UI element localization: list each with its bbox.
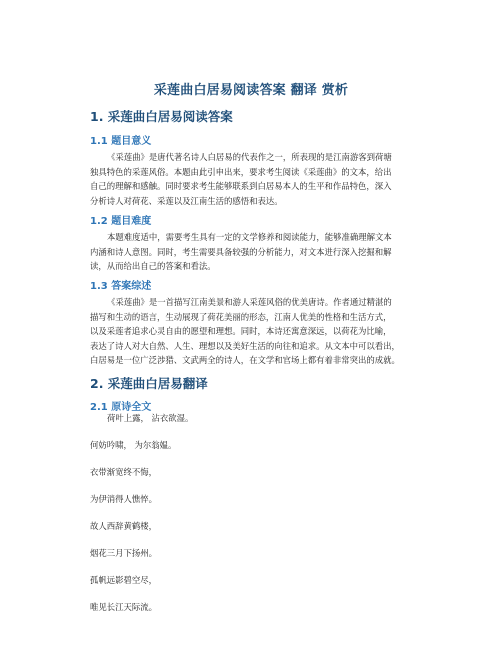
paragraph-line: 描写和生动的语言，生动展现了荷花美丽的形态，江南人优美的性格和生活方式， bbox=[90, 311, 392, 322]
poem-line: 为伊消得人憔悴。 bbox=[90, 494, 157, 504]
poem-line: 何妨吟啸， 为尔翁媪。 bbox=[90, 440, 177, 450]
paragraph bbox=[90, 295, 420, 368]
paragraph-line: 读，从而给出自己的答案和看法。 bbox=[90, 261, 216, 272]
paragraph-line: 分析诗人对荷花、采莲以及江南生活的感悟和表达。 bbox=[90, 195, 283, 206]
poem-line: 故人西辞黄鹤楼， bbox=[90, 521, 157, 531]
paragraph-line: 内涵和诗人意图。同时，考生需要具备较强的分析能力，对文本进行深入挖掘和解 bbox=[90, 246, 392, 257]
section-heading: 2. 采莲曲白居易翻译 bbox=[90, 376, 208, 391]
subsection-heading: 1.1 题目意义 bbox=[90, 136, 152, 147]
paragraph-line: 以及采莲者追求心灵自由的愿望和理想。同时，本诗还寓意深远，以荷花为比喻， bbox=[90, 326, 392, 337]
paragraph-line: 本题难度适中，需要考生具有一定的文学修养和阅读能力，能够准确理解文本 bbox=[107, 232, 392, 242]
section-heading: 1. 采莲曲白居易阅读答案 bbox=[90, 109, 233, 124]
poem-line: 荷叶上露， 沾衣欲湿。 bbox=[107, 413, 194, 423]
paragraph-line: 《采莲曲》是一首描写江南美景和游人采莲风俗的优美唐诗。作者通过精湛的 bbox=[107, 297, 392, 307]
poem-line: 唯见长江天际流。 bbox=[90, 602, 157, 612]
poem-line: 衣带渐宽终不悔， bbox=[90, 467, 157, 477]
paragraph bbox=[90, 150, 420, 208]
subsection-heading: 1.3 答案综述 bbox=[90, 281, 152, 292]
paragraph-line: 独具特色的采莲风俗。本题由此引申出来，要求考生阅读《采莲曲》的文本，给出 bbox=[90, 166, 392, 177]
subsection-heading: 2.1 原诗全文 bbox=[90, 402, 152, 413]
poem-line: 烟花三月下扬州。 bbox=[90, 548, 157, 558]
paragraph-line: 表达了诗人对大自然、人生、理想以及美好生活的向往和追求。从文本中可以看出， bbox=[90, 340, 400, 351]
paragraph-line: 《采莲曲》是唐代著名诗人白居易的代表作之一，所表现的是江南游客到荷塘 bbox=[107, 152, 392, 162]
document-title: 采莲曲白居易阅读答案 翻译 赏析 bbox=[153, 83, 349, 98]
paragraph bbox=[90, 230, 420, 274]
subsection-heading: 1.2 题目难度 bbox=[90, 216, 152, 227]
paragraph-line: 白居易是一位广泛涉猎、文武两全的诗人，在文学和官场上都有着非常突出的成就。 bbox=[90, 355, 400, 366]
poem-line: 孤帆远影碧空尽， bbox=[90, 575, 157, 585]
paragraph-line: 自己的理解和感触。同时要求考生能够联系到白居易本人的生平和作品特色，深入 bbox=[90, 181, 392, 192]
